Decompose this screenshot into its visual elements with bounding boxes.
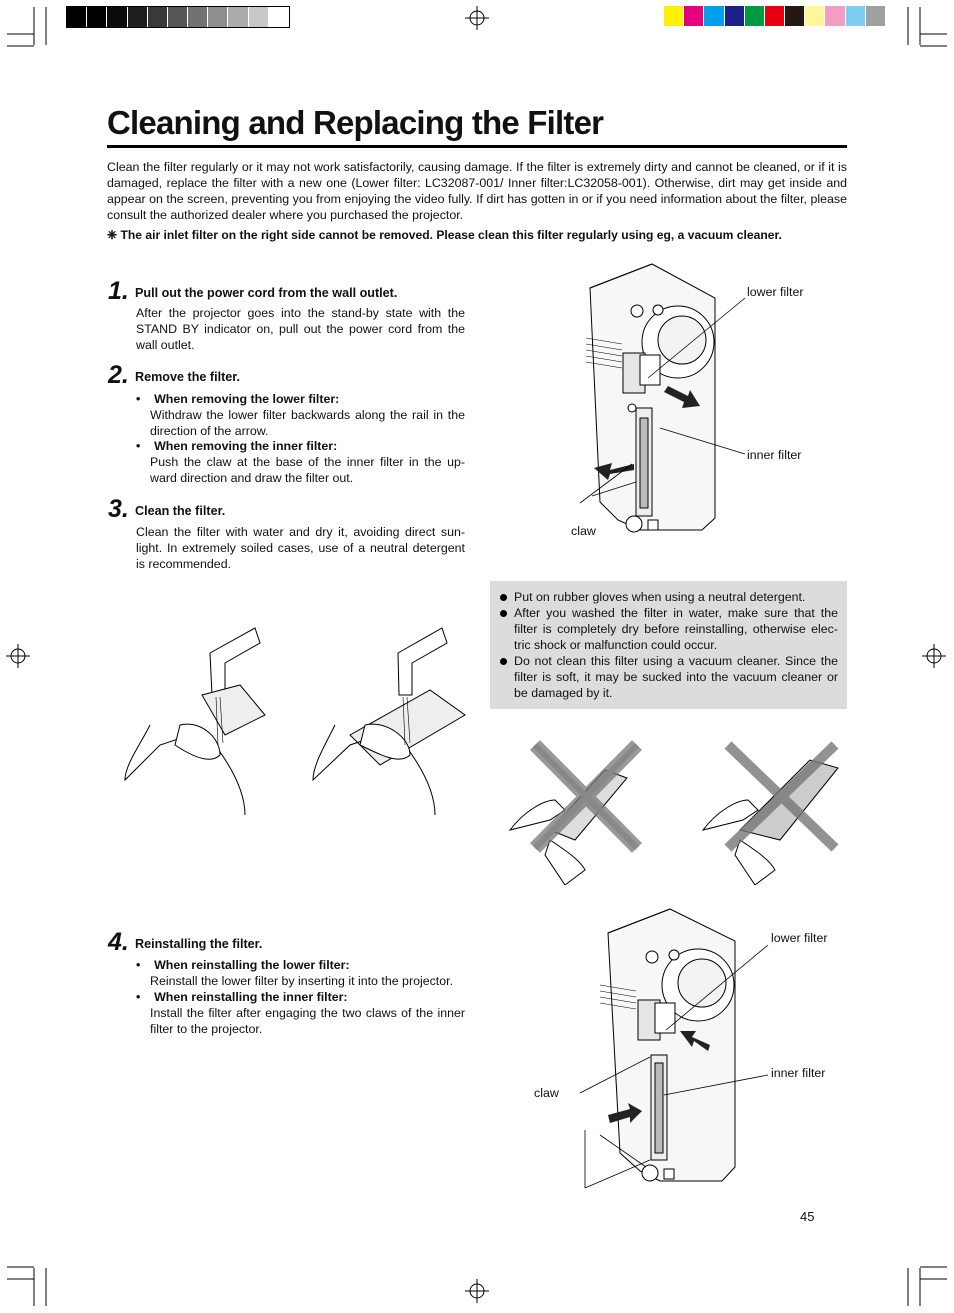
step-3-body: Clean the filter with water and dry it, avoiding direct sun-light. In extremely soiled cases, use of a neutral detergent is recommended. xyxy=(136,525,465,571)
caution-text: After you washed the filter in water, make sure that the filter is completely dry before reinstalling, otherwise elec-tric shock or malfunction could occur. xyxy=(514,606,838,652)
bullet-title-text: When reinstalling the lower filter: xyxy=(154,958,350,972)
label-lower-filter-bottom: lower filter xyxy=(771,931,828,945)
step-2-bullet-2-title: • When removing the inner filter: xyxy=(136,439,338,453)
step-2-bullet-2-text: Push the claw at the base of the inner filter in the up-ward direction and draw the filter out. xyxy=(150,455,465,485)
snowflake-note-icon: ❈ xyxy=(107,228,118,242)
step-4-bullet-1-text: Reinstall the lower filter by inserting it into the projector. xyxy=(150,974,454,988)
caution-box xyxy=(490,581,847,709)
step-2-bullet-1-text: Withdraw the lower filter backwards along the rail in the direction of the arrow. xyxy=(150,408,465,438)
step-3-number: 3. xyxy=(108,495,129,523)
step-2-bullet-1-title: • When removing the lower filter: xyxy=(136,392,340,406)
bullet-dot-icon xyxy=(500,658,507,665)
note-text: The air inlet filter on the right side cannot be removed. Please clean this filter regularly using eg, a vacuum cleaner. xyxy=(120,228,782,242)
x-mark-icon xyxy=(535,745,637,848)
registration-mark-left xyxy=(6,644,30,668)
page-number: 45 xyxy=(800,1209,815,1224)
step-4-bullet-2-text: Install the filter after engaging the two claws of the inner filter to the projector. xyxy=(150,1006,465,1036)
washing-filter-illustration-left xyxy=(120,625,280,820)
projector-reinstall-illustration xyxy=(580,905,770,1195)
label-inner-filter-bottom: inner filter xyxy=(771,1066,826,1080)
bullet-title-text: When removing the lower filter: xyxy=(154,392,340,406)
label-claw-bottom: claw xyxy=(534,1086,559,1100)
no-vacuum-illustration-left xyxy=(505,740,645,885)
registration-mark-right xyxy=(922,644,946,668)
caution-text: Do not clean this filter using a vacuum cleaner. Since the filter is soft, it may be sucked into the vacuum cleaner or be damaged by it. xyxy=(514,654,838,700)
step-3-heading: Clean the filter. xyxy=(135,504,226,518)
label-lower-filter-top: lower filter xyxy=(747,285,804,299)
intro-paragraph: Clean the filter regularly or it may not work satisfactorily, causing damage. If the filter is extremely dirty and cannot be cleaned, or if it is damaged, replace the filter with a new one (Lower filter: LC32087-001/ Inner filter:LC32058-001). Otherwise, dirt may get inside and appear on the screen, preventing you from enjoying the video fully. If dirt has gotten in or if you need information about the filter, please consult the authorized dealer where you purchased the projector. xyxy=(107,160,847,222)
label-inner-filter-top: inner filter xyxy=(747,448,802,462)
note-line xyxy=(107,227,867,243)
step-1-body: After the projector goes into the stand-by state with the STAND BY indicator on, pull out the power cord from the wall outlet. xyxy=(136,306,465,352)
step-2-heading: Remove the filter. xyxy=(135,370,240,384)
title-rule xyxy=(107,145,847,148)
registration-mark-top xyxy=(465,6,489,30)
step-4-bullet-1-title: • When reinstalling the lower filter: xyxy=(136,958,350,972)
projector-removal-illustration xyxy=(560,258,760,543)
registration-mark-bottom xyxy=(465,1279,489,1303)
bullet-dot-icon xyxy=(500,610,507,617)
step-2-number: 2. xyxy=(108,361,129,389)
washing-filter-illustration-right xyxy=(310,625,470,820)
bullet-dot-icon xyxy=(500,594,507,601)
caution-text: Put on rubber gloves when using a neutral detergent. xyxy=(514,590,806,604)
no-vacuum-illustration-right xyxy=(700,740,845,885)
label-claw-top: claw xyxy=(571,524,596,538)
step-1-number: 1. xyxy=(108,277,129,305)
step-4-number: 4. xyxy=(108,928,129,956)
page-title: Cleaning and Replacing the Filter xyxy=(107,104,604,141)
bullet-title-text: When removing the inner filter: xyxy=(154,439,338,453)
step-1-heading: Pull out the power cord from the wall outlet. xyxy=(135,286,398,300)
bullet-title-text: When reinstalling the inner filter: xyxy=(154,990,348,1004)
step-4-bullet-2-title: • When reinstalling the inner filter: xyxy=(136,990,348,1004)
step-4-heading: Reinstalling the filter. xyxy=(135,937,263,951)
